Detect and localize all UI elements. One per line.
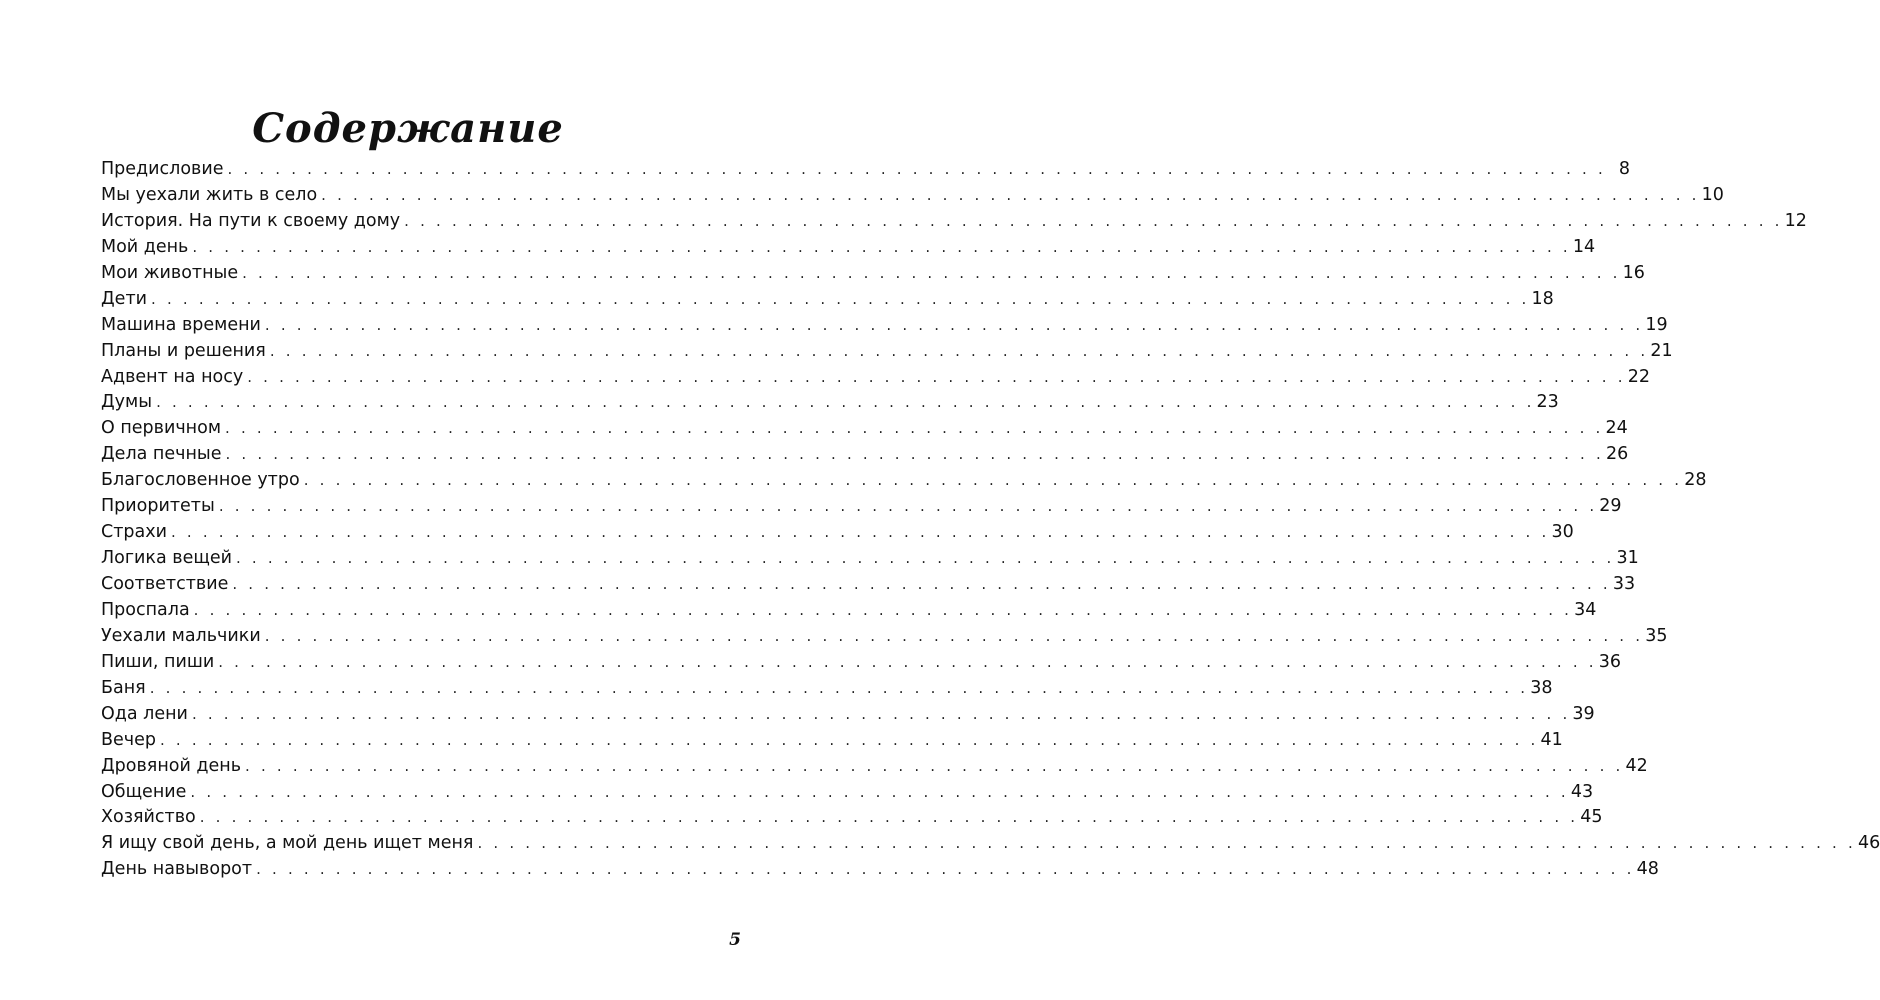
toc-entry-page: 39 <box>1572 703 1595 724</box>
dot-leader: . . . . . . . . . . . . . . . . . . . . . . . . . . . . . . . . . . . . . . . . . . . . . . . . . . . . . . . . . . . . . . . . . . . . . . . . . . . . . . . . . . . . . . . <box>160 730 1539 749</box>
toc-entry <box>101 157 1630 183</box>
dot-leader: . . . . . . . . . . . . . . . . . . . . . . . . . . . . . . . . . . . . . . . . . . . . . . . . . . . . . . . . . . . . . . . . . . . . . . . . . . . . . . . . . . . . . . . <box>225 445 1604 464</box>
toc-entry-title: Мы уехали жить в село <box>101 184 318 205</box>
toc-entry <box>101 728 1563 754</box>
toc-entry <box>101 183 1724 209</box>
toc-entry-title: Баня <box>101 677 146 698</box>
toc-entry <box>101 235 1596 261</box>
toc-entry-title: Дровяной день <box>101 755 242 776</box>
toc-entry-title: История. На пути к своему дому <box>101 210 401 231</box>
dot-leader: . . . . . . . . . . . . . . . . . . . . . . . . . . . . . . . . . . . . . . . . . . . . . . . . . . . . . . . . . . . . . . . . . . . . . . . . . . . . . . . . . . . . . . . <box>232 575 1611 593</box>
toc-entry-page: 19 <box>1645 314 1668 335</box>
page-number: 5 <box>729 930 741 950</box>
toc-entry-page: 8 <box>1618 159 1630 179</box>
toc-entry <box>101 313 1668 339</box>
toc-entry-title: Думы <box>101 392 153 413</box>
toc-entry <box>101 780 1594 806</box>
toc-entry-page: 31 <box>1616 548 1639 569</box>
dot-leader: . . . . . . . . . . . . . . . . . . . . . . . . . . . . . . . . . . . . . . . . . . . . . . . . . . . . . . . . . . . . . . . . . . . . . . . . . . . . . . . . . . . . . . . <box>190 782 1569 801</box>
dot-leader: . . . . . . . . . . . . . . . . . . . . . . . . . . . . . . . . . . . . . . . . . . . . . . . . . . . . . . . . . . . . . . . . . . . . . . . . . . . . . . . . . . . . . . . <box>477 834 1856 853</box>
toc-entry-page: 46 <box>1857 833 1880 854</box>
toc-entry-title: Вечер <box>101 729 156 750</box>
toc-entry <box>101 468 1707 494</box>
toc-entry-title: Общение <box>101 781 187 802</box>
toc-entry <box>101 702 1595 728</box>
toc-entry-page: 43 <box>1570 781 1594 802</box>
page-title: Содержание <box>252 104 564 152</box>
toc-entry-title: Дела печные <box>101 444 222 465</box>
toc-entry-page: 21 <box>1650 340 1673 361</box>
toc-entry-title: Мой день <box>101 236 189 257</box>
dot-leader: . . . . . . . . . . . . . . . . . . . . . . . . . . . . . . . . . . . . . . . . . . . . . . . . . . . . . . . . . . . . . . . . . . . . . . . . . . . . . . . . . . . . . . . <box>227 160 1606 178</box>
toc-entry <box>101 754 1648 780</box>
toc-entry-title: Планы и решения <box>101 340 266 361</box>
toc-entry-page: 45 <box>1580 807 1603 828</box>
toc-entry-page: 14 <box>1572 236 1596 257</box>
dot-leader: . . . . . . . . . . . . . . . . . . . . . . . . . . . . . . . . . . . . . . . . . . . . . . . . . . . . . . . . . . . . . . . . . . . . . . . . . . . . . . . . . . . . . . . <box>191 704 1571 723</box>
dot-leader: . . . . . . . . . . . . . . . . . . . . . . . . . . . . . . . . . . . . . . . . . . . . . . . . . . . . . . . . . . . . . . . . . . . . . . . . . . . . . . . . . . . . . . . <box>303 471 1683 490</box>
toc-entry <box>101 831 1880 857</box>
toc-entry-page: 41 <box>1540 729 1563 750</box>
toc-entry-title: Ода лени <box>101 703 188 724</box>
toc-entry-title: Хозяйство <box>101 807 196 828</box>
dot-leader: . . . . . . . . . . . . . . . . . . . . . . . . . . . . . . . . . . . . . . . . . . . . . . . . . . . . . . . . . . . . . . . . . . . . . . . . . . . . . . . . . . . . . . . <box>242 263 1621 282</box>
toc-entry-page: 38 <box>1530 677 1553 698</box>
toc-entry-page: 26 <box>1605 444 1629 465</box>
toc-entry <box>101 390 1559 416</box>
toc-entry-page: 10 <box>1701 184 1724 205</box>
dot-leader: . . . . . . . . . . . . . . . . . . . . . . . . . . . . . . . . . . . . . . . . . . . . . . . . . . . . . . . . . . . . . . . . . . . . . . . . . . . . . . . . . . . . . . . <box>245 756 1624 775</box>
toc-entry-page: 29 <box>1599 496 1622 517</box>
toc-entry-page: 42 <box>1625 755 1648 776</box>
dot-leader: . . . . . . . . . . . . . . . . . . . . . . . . . . . . . . . . . . . . . . . . . . . . . . . . . . . . . . . . . . . . . . . . . . . . . . . . . . . . . . . . . . . . . . . <box>321 185 1700 204</box>
toc-entry <box>101 598 1597 624</box>
toc-entry-page: 22 <box>1627 366 1650 387</box>
dot-leader: . . . . . . . . . . . . . . . . . . . . . . . . . . . . . . . . . . . . . . . . . . . . . . . . . . . . . . . . . . . . . . . . . . . . . . . . . . . . . . . . . . . . . . . <box>264 315 1644 334</box>
toc-entry-page: 36 <box>1598 651 1622 672</box>
toc-entry-title: Машина времени <box>101 314 261 335</box>
dot-leader: . . . . . . . . . . . . . . . . . . . . . . . . . . . . . . . . . . . . . . . . . . . . . . . . . . . . . . . . . . . . . . . . . . . . . . . . . . . . . . . . . . . . . . . <box>149 678 1529 697</box>
dot-leader: . . . . . . . . . . . . . . . . . . . . . . . . . . . . . . . . . . . . . . . . . . . . . . . . . . . . . . . . . . . . . . . . . . . . . . . . . . . . . . . . . . . . . . . <box>225 419 1604 438</box>
toc-entry <box>101 572 1636 598</box>
toc-entry-page: 16 <box>1622 262 1645 283</box>
toc-entry <box>101 546 1639 572</box>
toc-entry-page: 28 <box>1684 470 1707 491</box>
toc-entry <box>101 365 1650 391</box>
dot-leader: . . . . . . . . . . . . . . . . . . . . . . . . . . . . . . . . . . . . . . . . . . . . . . . . . . . . . . . . . . . . . . . . . . . . . . . . . . . . . . . . . . . . . . . <box>256 860 1635 879</box>
toc-entry <box>101 520 1574 546</box>
toc-entry <box>101 209 1807 235</box>
dot-leader: . . . . . . . . . . . . . . . . . . . . . . . . . . . . . . . . . . . . . . . . . . . . . . . . . . . . . . . . . . . . . . . . . . . . . . . . . . . . . . . . . . . . . . . <box>264 626 1644 645</box>
dot-leader: . . . . . . . . . . . . . . . . . . . . . . . . . . . . . . . . . . . . . . . . . . . . . . . . . . . . . . . . . . . . . . . . . . . . . . . . . . . . . . . . . . . . . . . <box>156 393 1535 412</box>
dot-leader: . . . . . . . . . . . . . . . . . . . . . . . . . . . . . . . . . . . . . . . . . . . . . . . . . . . . . . . . . . . . . . . . . . . . . . . . . . . . . . . . . . . . . . . <box>193 600 1573 619</box>
toc-entry-page: 12 <box>1784 210 1807 231</box>
toc-entry <box>101 339 1673 365</box>
toc-entry <box>101 261 1645 287</box>
toc-entry <box>101 442 1629 468</box>
toc-entry <box>101 494 1622 520</box>
toc-entry-page: 23 <box>1536 392 1559 413</box>
toc-entry <box>101 805 1603 831</box>
toc-entry-page: 30 <box>1551 522 1574 543</box>
toc-entry-title: Предисловие <box>101 159 224 179</box>
toc-entry-title: Проспала <box>101 599 190 620</box>
toc-entry-page: 35 <box>1645 625 1668 646</box>
dot-leader: . . . . . . . . . . . . . . . . . . . . . . . . . . . . . . . . . . . . . . . . . . . . . . . . . . . . . . . . . . . . . . . . . . . . . . . . . . . . . . . . . . . . . . . <box>247 367 1626 386</box>
dot-leader: . . . . . . . . . . . . . . . . . . . . . . . . . . . . . . . . . . . . . . . . . . . . . . . . . . . . . . . . . . . . . . . . . . . . . . . . . . . . . . . . . . . . . . . <box>404 211 1783 230</box>
toc-entry-title: Уехали мальчики <box>101 625 261 646</box>
toc-entry-title: Пиши, пиши <box>101 651 215 672</box>
dot-leader: . . . . . . . . . . . . . . . . . . . . . . . . . . . . . . . . . . . . . . . . . . . . . . . . . . . . . . . . . . . . . . . . . . . . . . . . . . . . . . . . . . . . . . . <box>199 808 1579 827</box>
dot-leader: . . . . . . . . . . . . . . . . . . . . . . . . . . . . . . . . . . . . . . . . . . . . . . . . . . . . . . . . . . . . . . . . . . . . . . . . . . . . . . . . . . . . . . . <box>192 237 1571 256</box>
toc-entry-title: Мои животные <box>101 262 239 283</box>
dot-leader: . . . . . . . . . . . . . . . . . . . . . . . . . . . . . . . . . . . . . . . . . . . . . . . . . . . . . . . . . . . . . . . . . . . . . . . . . . . . . . . . . . . . . . . <box>218 652 1597 671</box>
toc-entry <box>101 624 1668 650</box>
toc-entry-page: 18 <box>1531 288 1554 309</box>
toc-entry-title: День навыворот <box>101 859 253 880</box>
toc-entry-page: 24 <box>1605 418 1628 439</box>
toc-entry-page: 48 <box>1636 859 1659 880</box>
dot-leader: . . . . . . . . . . . . . . . . . . . . . . . . . . . . . . . . . . . . . . . . . . . . . . . . . . . . . . . . . . . . . . . . . . . . . . . . . . . . . . . . . . . . . . . <box>170 523 1550 542</box>
toc-entry-title: Адвент на носу <box>101 366 244 387</box>
toc-entry-title: Благословенное утро <box>101 470 300 491</box>
dot-leader: . . . . . . . . . . . . . . . . . . . . . . . . . . . . . . . . . . . . . . . . . . . . . . . . . . . . . . . . . . . . . . . . . . . . . . . . . . . . . . . . . . . . . . . <box>151 289 1530 308</box>
toc-entry <box>101 650 1622 676</box>
toc-entry-title: Логика вещей <box>101 548 232 569</box>
toc-entry <box>101 416 1628 442</box>
toc-entry-title: Я ищу свой день, а мой день ищет меня <box>101 833 474 854</box>
toc-entry-title: О первичном <box>101 418 222 439</box>
toc-entry-title: Страхи <box>101 522 167 543</box>
toc-entry-page: 34 <box>1574 599 1597 620</box>
toc-entry <box>101 287 1554 313</box>
toc-entry-title: Дети <box>101 288 148 309</box>
dot-leader: . . . . . . . . . . . . . . . . . . . . . . . . . . . . . . . . . . . . . . . . . . . . . . . . . . . . . . . . . . . . . . . . . . . . . . . . . . . . . . . . . . . . . . . <box>236 549 1615 568</box>
dot-leader: . . . . . . . . . . . . . . . . . . . . . . . . . . . . . . . . . . . . . . . . . . . . . . . . . . . . . . . . . . . . . . . . . . . . . . . . . . . . . . . . . . . . . . . <box>218 497 1598 516</box>
toc-entry-title: Соответствие <box>101 574 229 594</box>
toc-entry <box>101 857 1659 883</box>
dot-leader: . . . . . . . . . . . . . . . . . . . . . . . . . . . . . . . . . . . . . . . . . . . . . . . . . . . . . . . . . . . . . . . . . . . . . . . . . . . . . . . . . . . . . . . <box>269 341 1649 360</box>
table-of-contents <box>101 157 1880 883</box>
toc-entry-title: Приоритеты <box>101 496 215 517</box>
toc-entry-page: 33 <box>1612 574 1636 594</box>
toc-entry <box>101 676 1553 702</box>
